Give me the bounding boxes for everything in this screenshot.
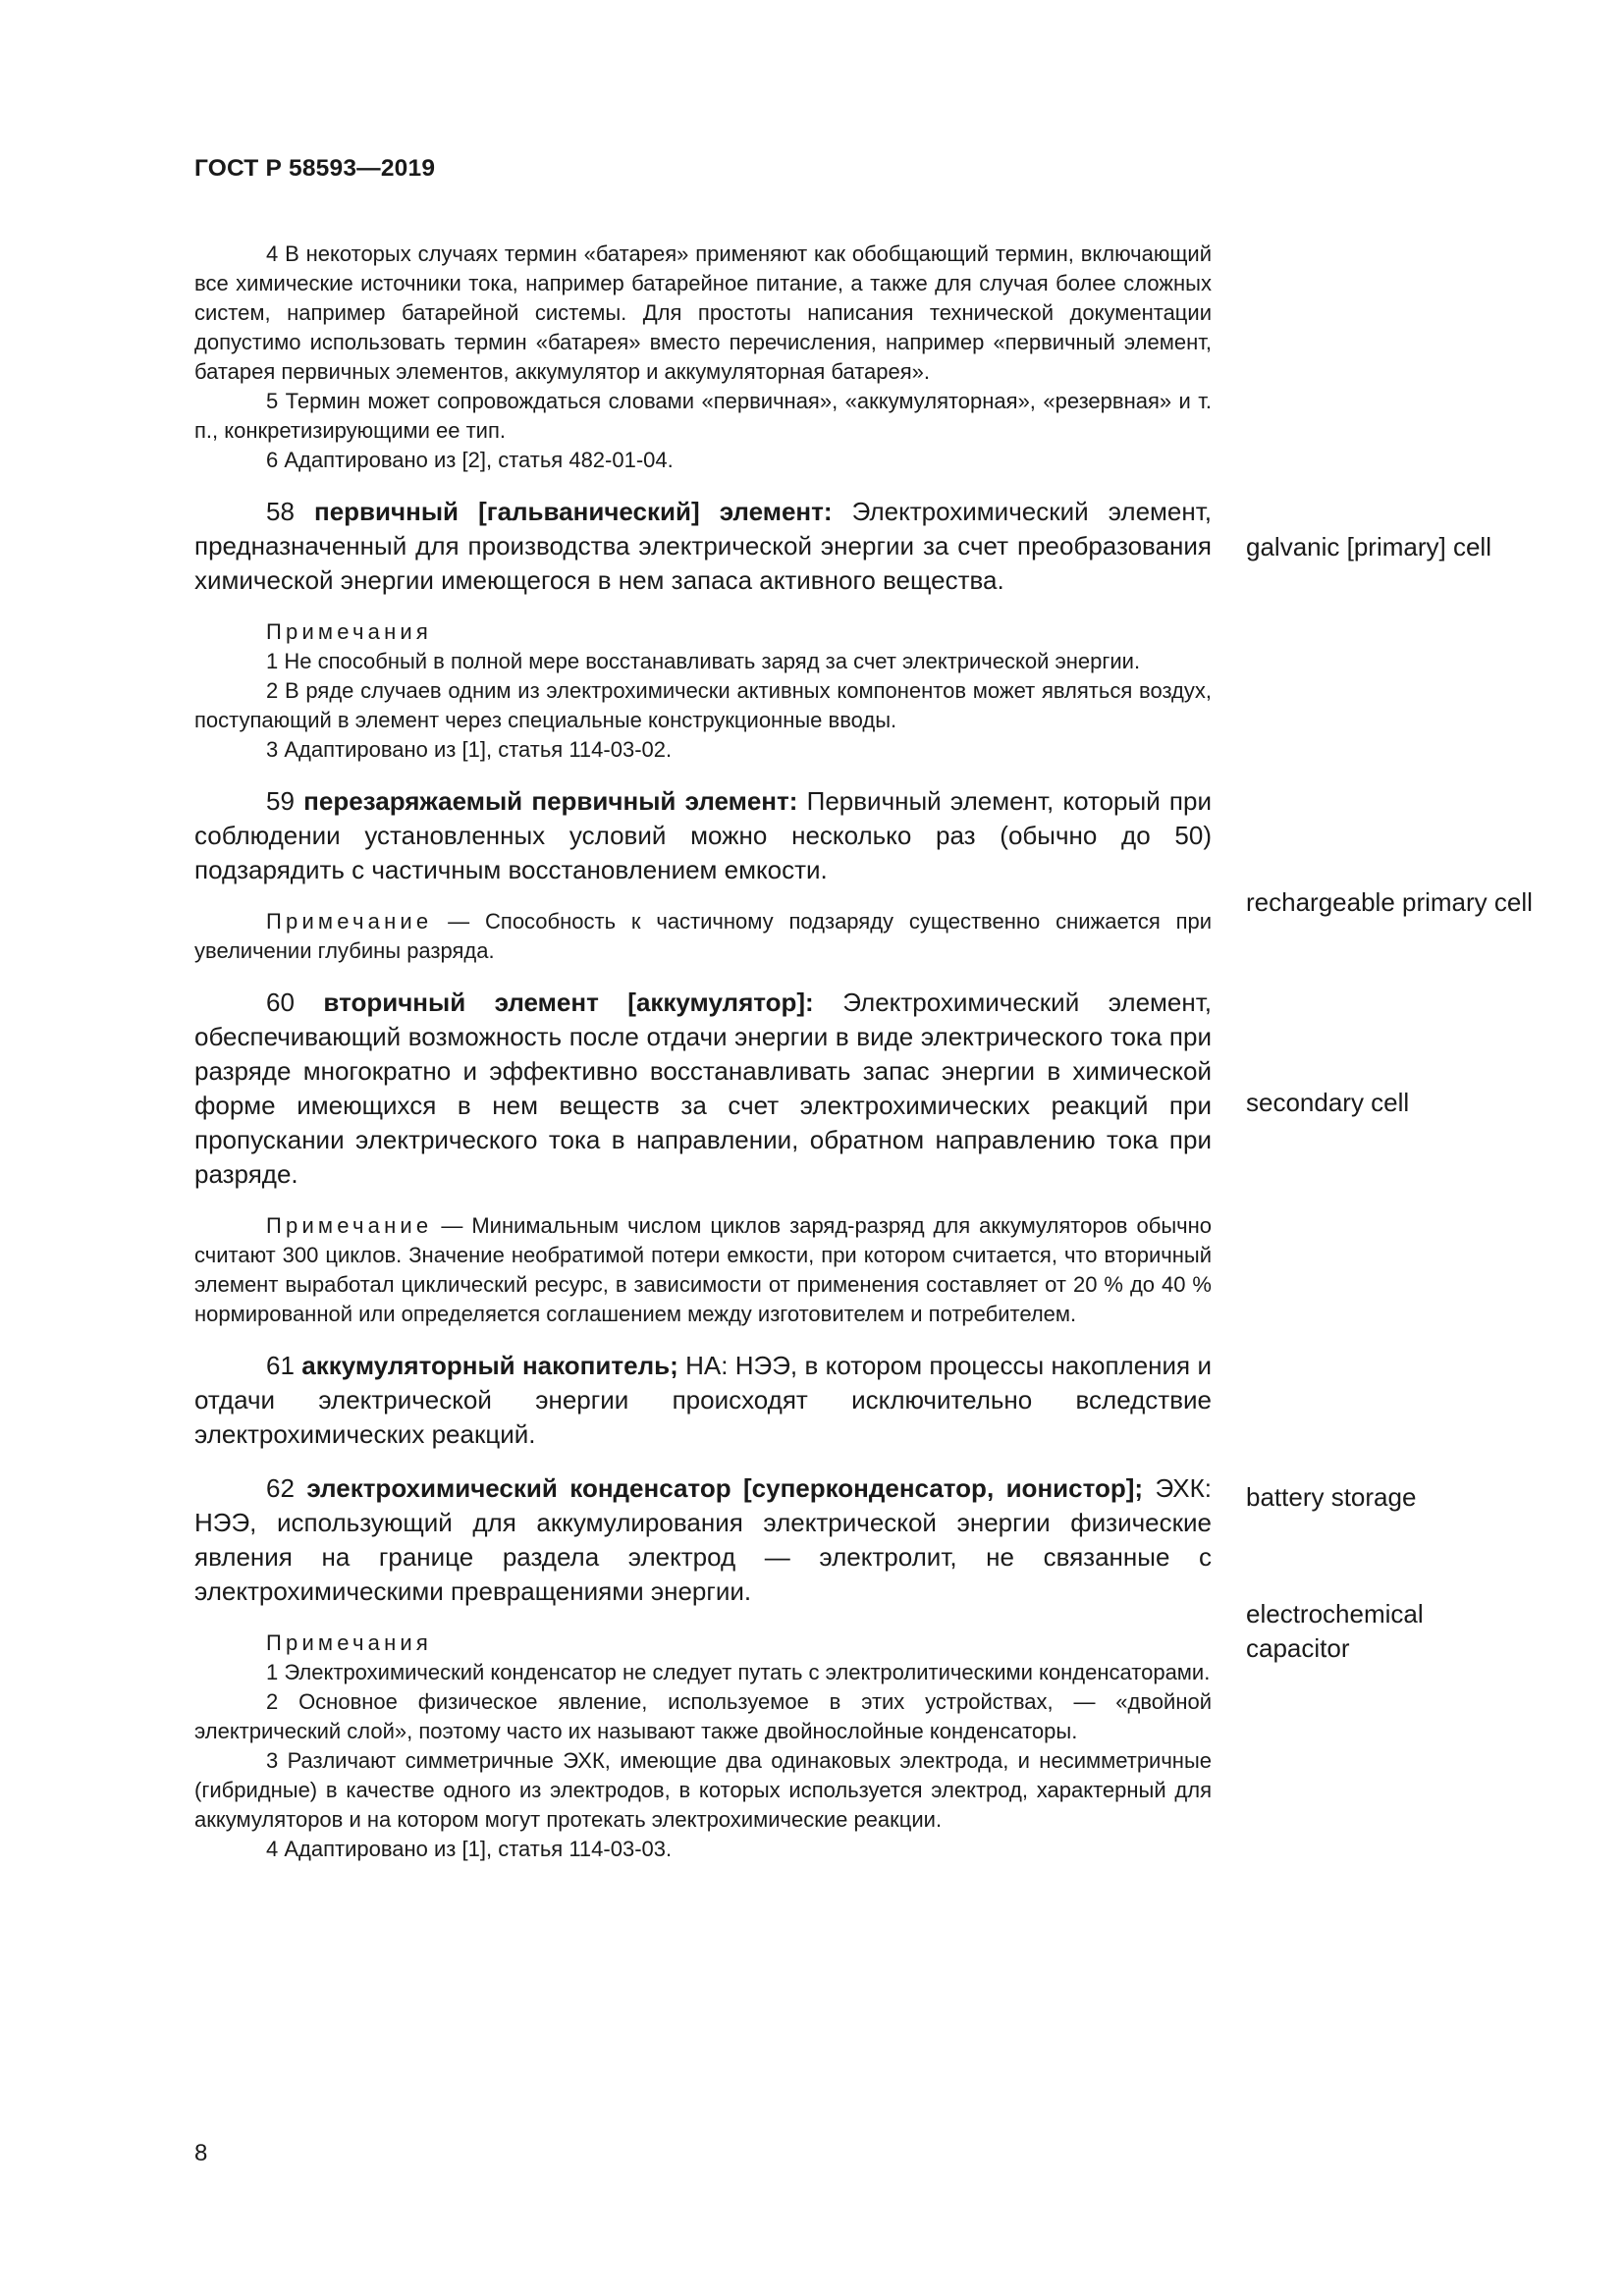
note-paragraph — [194, 1211, 1212, 1329]
term-name: электрохимический конденсатор [суперконденсатор, ионистор]; — [306, 1473, 1144, 1503]
note-paragraph: 3 Различают симметричные ЭХК, имеющие два одинаковых электрода, и несимметричные (гибридные) в качестве одного из электродов, в которых используется электрод, характерный для аккумуляторов и на котором могут протекать электрохимические реакции. — [194, 1748, 1212, 1832]
note-text: — Способность к частичному подзаряду существенно снижается при увеличении глубины разряда. — [194, 909, 1212, 963]
notes-heading: Примечания — [266, 619, 433, 644]
term-number: 61 — [266, 1351, 295, 1380]
term-entry-62 — [194, 1471, 1212, 1609]
term-number: 59 — [266, 786, 295, 816]
note-paragraph: 5 Термин может сопровождаться словами «первичная», «аккумуляторная», «резервная» и т. п., конкретизирующими ее тип. — [194, 389, 1212, 443]
note-paragraph — [194, 907, 1212, 966]
note-label: Примечание — [266, 909, 433, 934]
term-definition: НА: НЭЭ, в котором процессы накопления и отдачи электрической энергии происходят исключительно вследствие электрохимических реакций. — [194, 1351, 1213, 1449]
term-definition: Первичный элемент, который при соблюдении установленных условий можно несколько раз (обычно до 50) подзарядить с частичным восстановлением емкости. — [194, 786, 1212, 884]
document-header: ГОСТ Р 58593—2019 — [194, 155, 436, 182]
term-entry-61 — [194, 1349, 1212, 1452]
term-definition: Электрохимический элемент, предназначенный для производства электрической энергии за счет преобразования химической энергии имеющегося в нем запаса активного вещества. — [194, 497, 1212, 595]
page-number: 8 — [194, 2140, 208, 2166]
note-paragraph: 1 Электрохимический конденсатор не следует путать с электролитическими конденсаторами. — [266, 1660, 1211, 1684]
english-term-59: rechargeable primary cell — [1246, 887, 1533, 917]
term-number: 58 — [266, 497, 295, 526]
notes-heading: Примечания — [266, 1630, 433, 1655]
term-name: вторичный элемент [аккумулятор]: — [323, 988, 814, 1017]
term-number: 60 — [266, 988, 295, 1017]
term-definition: Электрохимический элемент, обеспечивающий возможность после отдачи энергии в виде электрического тока при разряде многократно и эффективно восстанавливать запас энергии в химической форме имеющихся в нем веществ за счет электрохимических реакций при пропускании электрического тока в направлении, обратном направлению тока при разряде. — [194, 988, 1212, 1189]
term-name: перезаряжаемый первичный элемент: — [303, 786, 798, 816]
note-paragraph: 4 Адаптировано из [1], статья 114-03-03. — [266, 1837, 673, 1861]
note-text: — Минимальным числом циклов заряд-разряд для аккумуляторов обычно считают 300 циклов. Значение необратимой потери емкости, при котором считается, что вторичный элемент выработал циклический ресурс, в зависимости от применения составляет от 20 % до 40 % нормированной или определяется соглашением между изготовителем и потребителем. — [194, 1213, 1212, 1326]
term-entry-59 — [194, 784, 1212, 887]
term-entry-60 — [194, 986, 1212, 1192]
note-paragraph: 6 Адаптировано из [2], статья 482-01-04. — [266, 448, 674, 472]
note-paragraph: 2 В ряде случаев одним из электрохимически активных компонентов может являться воздух, поступающий в элемент через специальные конструкционные вводы. — [194, 678, 1212, 732]
note-paragraph: 2 Основное физическое явление, используемое в этих устройствах, — «двойной электрический слой», поэтому часто их называют также двойнослойные конденсаторы. — [194, 1689, 1212, 1743]
english-term-60: secondary cell — [1246, 1088, 1410, 1117]
term-entry-58 — [194, 495, 1212, 598]
english-term-62: electrochemical capacitor — [1246, 1599, 1424, 1663]
term-name: первичный [гальванический] элемент: — [314, 497, 833, 526]
term-definition: ЭХК: НЭЭ, использующий для аккумулирования электрической энергии физические явления на границе раздела электрод — электролит, не связанные с электрохимическими превращениями энергии. — [194, 1473, 1212, 1606]
term-name: аккумуляторный накопитель; — [301, 1351, 678, 1380]
document-body — [194, 240, 1212, 1864]
term-number: 62 — [266, 1473, 295, 1503]
note-label: Примечание — [266, 1213, 433, 1238]
note-paragraph: 3 Адаптировано из [1], статья 114-03-02. — [266, 737, 673, 762]
english-term-61: battery storage — [1246, 1482, 1417, 1512]
note-paragraph: 1 Не способный в полной мере восстанавливать заряд за счет электрической энергии. — [266, 649, 1141, 673]
english-term-58: galvanic [primary] cell — [1246, 532, 1491, 561]
note-paragraph: 4 В некоторых случаях термин «батарея» применяют как обобщающий термин, включающий все химические источники тока, например батарейное питание, а также для случая более сложных систем, например батарейной системы. Для простоты написания технической документации допустимо использовать термин «батарея» вместо перечисления, например «первичный элемент, батарея первичных элементов, аккумулятор и аккумуляторная батарея». — [194, 241, 1212, 384]
